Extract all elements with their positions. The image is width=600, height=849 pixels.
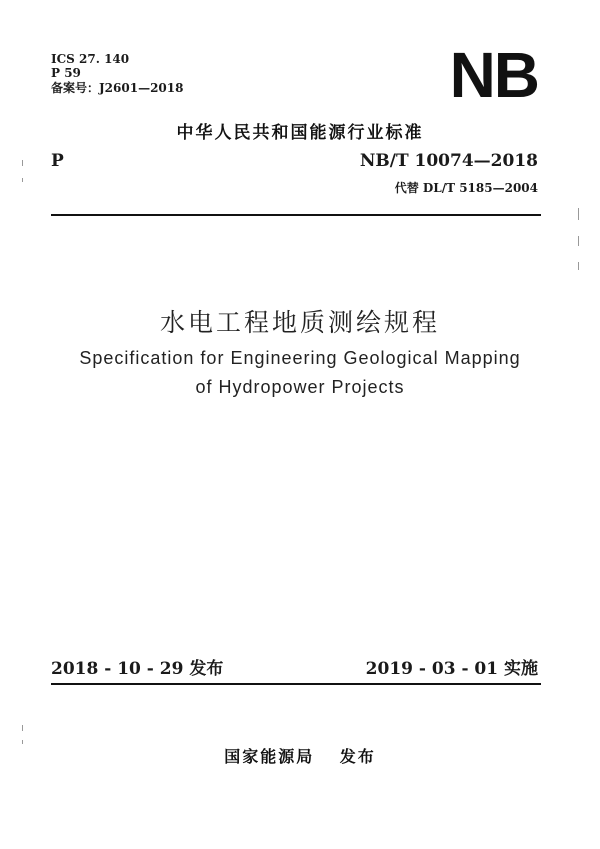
scan-speck	[578, 236, 579, 246]
document-title-english-line-2: of Hydropower Projects	[195, 377, 405, 397]
ccs-code: P 59	[51, 66, 81, 80]
replaces-standard: 代替 DL/T 5185—2004	[394, 181, 538, 195]
scan-speck	[22, 740, 23, 744]
record-number: 备案号：J2601—2018	[51, 81, 184, 95]
issue-date: 2018 - 10 - 29 发布	[51, 659, 224, 679]
standard-number: NB/T 10074—2018	[359, 151, 538, 171]
document-title-chinese: 水电工程地质测绘规程	[159, 308, 440, 337]
bottom-divider	[51, 683, 541, 685]
scan-speck	[22, 160, 23, 166]
scan-speck	[578, 208, 579, 220]
scan-speck	[578, 262, 579, 270]
issuing-authority: 国家能源局 发布	[224, 747, 376, 766]
scan-speck	[22, 725, 23, 731]
scan-speck	[22, 178, 23, 182]
nb-logo: NB	[449, 39, 538, 111]
document-title-english-line-1: Specification for Engineering Geological Mapping	[79, 348, 521, 368]
industry-standard-title: 中华人民共和国能源行业标准	[176, 123, 424, 143]
top-divider	[51, 214, 541, 216]
classification-code: P	[51, 151, 64, 171]
ics-code: ICS 27. 140	[51, 52, 130, 66]
implementation-date: 2019 - 03 - 01 实施	[365, 659, 538, 679]
